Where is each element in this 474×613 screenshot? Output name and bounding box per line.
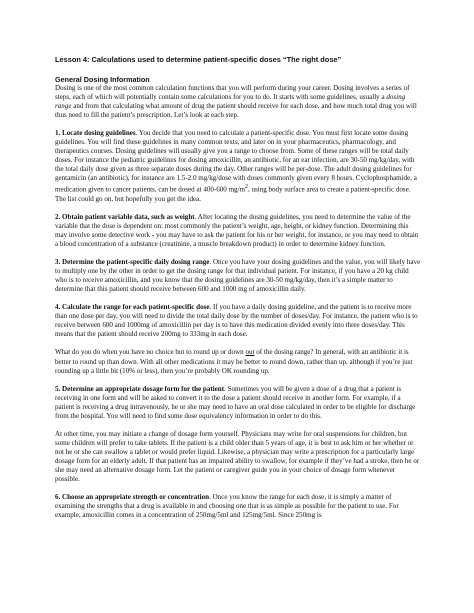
dosing-range-term: dosing range — [55, 93, 406, 111]
step-2-heading: 2. Obtain patient variable data, such as weight — [55, 212, 195, 221]
step-6-heading: 6. Choose an appropriate strength or concentration — [55, 493, 210, 502]
step-5-paragraph: 5. Determine an appropriate dosage form for the patient. Sometimes you will be given a dose of a drug that a patient is receiving in one form and will be asked to convert it to the dose a patient should receive in another form. For example, if a patient is receiving a drug intravenously, he or she may need to have an oral dose calculated in order to be eligible for discharge from the hospital. You will need to find some dose equivalency information in order to do this. — [55, 384, 416, 420]
step-1-heading: 1. Locate dosing guidelines — [55, 129, 136, 138]
step-3-paragraph: 3. Determine the patient-specific daily dosing range. Once you have your dosing guidelines and the value, you will likely have to multiply one by the other in order to get the dosing range for that individual patient. For instance, if you have a 20 kg child who is to receive amoxicillin, and you know that the dosing guidelines are 30-50 mg/kg/day, then it’s a simple matter to determine that this patient should receive between 600 and 1000 mg of amoxicillin daily. — [55, 258, 421, 294]
step-4-heading: 4. Calculate the range for each patient-specific dose — [55, 303, 210, 312]
out-term: out — [245, 348, 255, 357]
step-5-heading: 5. Determine an appropriate dosage form for the patient — [55, 384, 225, 393]
intro-paragraph: Dosing is one of the most common calculation functions that you will perform during your career. Dosing involves a series of steps, each of which will potentially contain some calculations for you to do. It starts with some guidelines, usually a dosing range and from that calculating what amount of drug the patient should receive for each dose, and how much total drug you will thus need to fill the patient’s prescription. Let’s look at each step. — [55, 84, 417, 120]
document-body — [55, 55, 421, 529]
step-6-paragraph: 6. Choose an appropriate strength or concentration. Once you know the range for each dose, it is simply a matter of examining the strengths that a drug is available in and choosing one that is as simple as possible for the patient to use. For example, amoxicillin comes in a concentration of 250mg/5ml and 125mg/5ml. Since 250mg is — [55, 493, 399, 520]
section-heading: General Dosing Information — [55, 75, 150, 84]
step-2-paragraph: 2. Obtain patient variable data, such as weight. After locating the dosing guidelines, you need to determine the value of the variable that the dose is dependent on: most commonly the patient’s weight, age, height, or kidney function. Determining this may involve some detective work - you may have to ask the patient for his or her weight, for instance, or you may need to obtain a blood concentration of a substance (creatinine, a muscle breakdown product) in order to determine kidney function. — [55, 212, 419, 249]
dosage-form-paragraph: At other time, you may initiate a change of dosage form yourself. Physicians may write for oral suspensions for children, but some children will prefer to take tablets. If the patient is a child older than 5 years of age, it is best to ask him or her whether or not he or she can swallow a tablet or would prefer liquid. Likewise, a physician may write a prescription for a particularly large dosage form for an elderly adult. If that patient has an impaired ability to swallow, for example if they’ve had a stroke, then he or she may need an alternative dosage form. Let the patient or caregiver guide you in your choice of dosage form whenever possible. — [55, 429, 420, 484]
step-3-heading: 3. Determine the patient-specific daily dosing range — [55, 258, 210, 267]
lesson-title: Lesson 4: Calculations used to determine patient-specific doses “The right dose” — [55, 55, 342, 64]
rounding-paragraph: What do you do when you have no choice but to round up or down out of the dosing range? In general, with an antibiotic it is better to round up than down. With all other medications it may be better to round down, rather than up, although if you’re just rounding up a little bit (10% or less), then you’re probably OK rounding up. — [55, 348, 413, 375]
step-4-paragraph: 4. Calculate the range for each patient-specific dose. If you have a daily dosing guideline, and the patient is to receive more than one dose per day, you will need to divide the total daily dose by the number of doses/day. For instance, the patient who is to receive between 600 and 1000mg of amoxicillin per day is to have this medication divided evenly into three doses/day. This means that the patient should receive 200mg to 333mg in each dose. — [55, 303, 418, 339]
step-1-paragraph: 1. Locate dosing guidelines. You decide that you need to calculate a patient-specific dose. You must first locate some dosing guidelines. You will find these guidelines in many common texts, and later on in your pharmaceutics, pharmacology, and therapeutics courses. Dosing guidelines will usually give you a range to choose from. Some of these ranges will be total daily doses. For instance the pediatric guidelines for dosing amoxicillin, an antibiotic, for an ear infection, are 30-50 mg/kg/day, with the total daily dose given as three separate doses during the day. Other ranges will be per-dose. The adult dosing guidelines for gentamicin (an antibiotic), for instance are 1.5-2.0 mg/kg/dose with doses commonly given every 8 hours. Cyclophosphamide, a medication given to cancer patients, can be dosed at 400-600 $mg/m^2$, using body surface area to create a patient-specific dose. The list could go on, but hopefully you get the idea. — [55, 129, 417, 203]
